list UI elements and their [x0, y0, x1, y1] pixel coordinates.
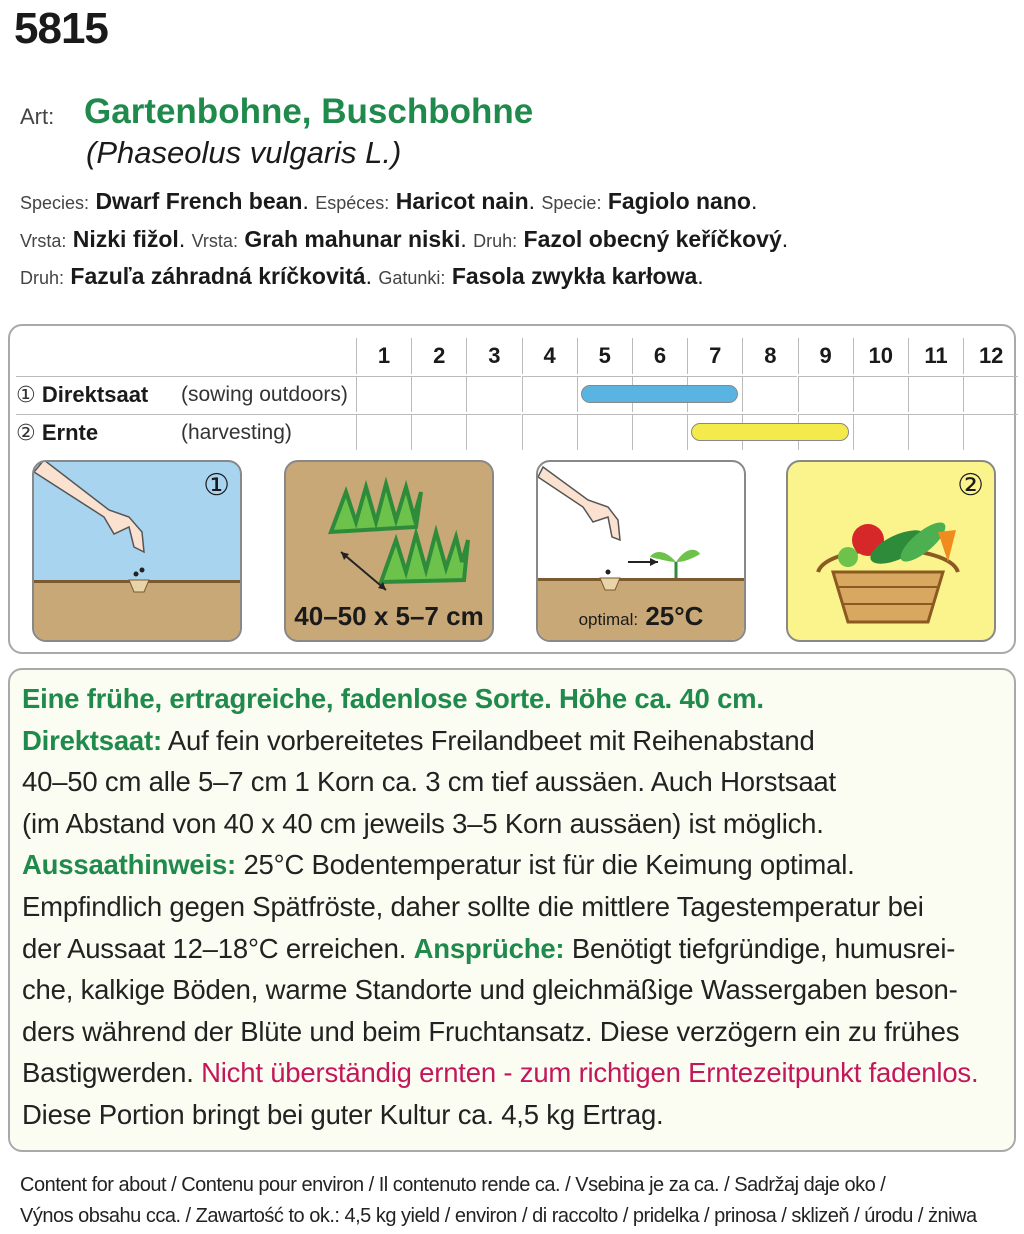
species-label: Espéces: [315, 193, 390, 213]
month-label: 6 [632, 338, 687, 374]
description-text-span: 25°C Bodentemperatur ist für die Keimung optimal. [236, 849, 855, 881]
art-label: Art: [20, 104, 55, 129]
species-line: Druh: Fazuľa záhradná kríčkovitá. Gatunki: Fasola zwykła karłowa. [20, 263, 704, 289]
species-value: Fazol obecný keříčkový [523, 225, 782, 252]
calendar-cell [522, 414, 577, 450]
month-label: 11 [908, 338, 963, 374]
description-text [22, 678, 1007, 1136]
month-label: 4 [522, 338, 577, 374]
step-1-badge: ① [203, 469, 230, 502]
species-line: Species: Dwarf French bean. Espéces: Haricot nain. Specie: Fagiolo nano. [20, 188, 758, 214]
calendar-cell [411, 376, 466, 412]
calendar-cell [853, 376, 908, 412]
step-2-badge: ② [957, 469, 984, 502]
species-value: Nizki fižol [72, 225, 179, 252]
calendar-cell [742, 376, 797, 412]
sowing-pictogram [32, 460, 242, 642]
month-label: 8 [742, 338, 797, 374]
spacing-pictogram [284, 460, 494, 642]
calendar-row-label [16, 376, 356, 413]
species-value: Fazuľa záhradná kríčkovitá [70, 263, 366, 289]
month-label: 1 [356, 338, 411, 374]
calendar-row-label [16, 414, 356, 451]
row-label-de: Ernte [41, 420, 99, 445]
month-label: 10 [853, 338, 908, 374]
sowing-calendar-panel [8, 324, 1016, 654]
calendar-cell [411, 414, 466, 450]
description-line [22, 1052, 1007, 1094]
calendar-month-header [16, 338, 1018, 376]
description-line [22, 720, 1007, 762]
species-value: Dwarf French bean [95, 188, 303, 214]
calendar-cell [632, 414, 687, 450]
species-label: Vrsta: [191, 230, 238, 251]
sowing-calendar [16, 338, 1018, 452]
harvest-pictogram [786, 460, 996, 642]
description-line [22, 844, 1007, 886]
species-value: Grah mahunar niski [244, 225, 461, 252]
species-value: Haricot nain [395, 188, 529, 214]
description-line: ders während der Blüte und beim Fruchtansatz. Diese verzögern ein zu frühes [22, 1015, 960, 1047]
germination-pictogram [536, 460, 746, 642]
description-text-span: der Aussaat 12–18°C erreichen. [22, 932, 414, 964]
row-number: ① [16, 382, 36, 407]
month-label: 5 [577, 338, 632, 374]
row-label-en: (harvesting) [181, 421, 292, 444]
description-panel [8, 668, 1016, 1152]
calendar-period-bar [691, 423, 849, 441]
calendar-cell [908, 376, 963, 412]
article-number: 5815 [14, 4, 108, 53]
species-translations [20, 184, 1010, 297]
description-line: (im Abstand von 40 x 40 cm jeweils 3–5 Korn aussäen) ist möglich. [22, 807, 824, 839]
species-label: Specie: [541, 193, 602, 213]
calendar-cell [963, 414, 1018, 450]
species-value: Fasola zwykła karłowa [451, 263, 698, 289]
species-label: Druh: [20, 268, 65, 288]
description-line [22, 928, 1007, 970]
row-label-en: (sowing outdoors) [181, 383, 348, 406]
calendar-row [16, 376, 1018, 414]
calendar-cell [908, 414, 963, 450]
species-value: Fagiolo nano [607, 188, 751, 214]
month-label: 12 [963, 338, 1018, 374]
aussaathinweis-heading: Aussaathinweis: [22, 849, 237, 881]
content-footer [20, 1170, 977, 1232]
harvest-warning: Nicht überständig ernten - zum richtigen Erntezeitpunkt fadenlos. [201, 1057, 979, 1089]
calendar-cell [577, 414, 632, 450]
product-title: Gartenbohne, Buschbohne [84, 92, 534, 131]
species-label: Vrsta: [20, 230, 67, 251]
description-text-span: Bastigwerden. [22, 1057, 202, 1089]
calendar-cell [522, 376, 577, 412]
temperature-caption [538, 601, 744, 632]
description-line: 40–50 cm alle 5–7 cm 1 Korn ca. 3 cm tief aussäen. Auch Horstsaat [22, 766, 836, 798]
description-text-span: Benötigt tiefgründige, humusrei- [564, 932, 956, 964]
calendar-period-bar [581, 385, 739, 403]
ansprueche-heading: Ansprüche: [413, 932, 565, 964]
variety-summary: Eine frühe, ertragreiche, fadenlose Sorte. Höhe ca. 40 cm. [22, 683, 764, 714]
month-label: 2 [411, 338, 466, 374]
species-label: Druh: [473, 230, 518, 251]
calendar-cell [963, 376, 1018, 412]
row-number: ② [16, 420, 36, 445]
description-line: Empfindlich gegen Spätfröste, daher sollte die mittlere Tagestemperatur bei [22, 890, 924, 922]
description-text-span: Auf fein vorbereitetes Freilandbeet mit Reihenabstand [161, 724, 815, 756]
month-label: 9 [798, 338, 853, 374]
calendar-cell [356, 414, 411, 450]
direktsaat-heading: Direktsaat: [22, 724, 162, 756]
species-line: Vrsta: Nizki fižol. Vrsta: Grah mahunar niski. Druh: Fazol obecný keříčkový. [20, 225, 789, 252]
calendar-cell [356, 376, 411, 412]
latin-name: (Phaseolus vulgaris L.) [86, 135, 402, 170]
temperature-value: 25°C [645, 601, 704, 631]
species-label: Gatunki: [378, 268, 446, 288]
yield-note: Diese Portion bringt bei guter Kultur ca. 4,5 kg Ertrag. [22, 1098, 664, 1130]
footer-line: Content for about / Contenu pour environ / Il contenuto rende ca. / Vsebina je za ca. / Sadržaj daje oko / [20, 1174, 886, 1196]
calendar-cell [466, 376, 521, 412]
row-label-de: Direktsaat [41, 382, 149, 407]
description-line: che, kalkige Böden, warme Standorte und gleichmäßige Wassergaben beson- [22, 974, 958, 1006]
calendar-cell [798, 376, 853, 412]
species-label: Species: [20, 193, 90, 213]
calendar-row [16, 414, 1018, 452]
footer-line: Výnos obsahu cca. / Zawartość to ok.: 4,5 kg yield / environ / di raccolto / pridelka / prinosa / sklizeň / úrodu / żniwa [20, 1205, 977, 1227]
calendar-cell [853, 414, 908, 450]
month-label: 3 [466, 338, 521, 374]
optimal-label: optimal: [578, 610, 639, 629]
month-label: 7 [687, 338, 742, 374]
spacing-caption: 40–50 x 5–7 cm [294, 601, 484, 631]
calendar-cell [466, 414, 521, 450]
